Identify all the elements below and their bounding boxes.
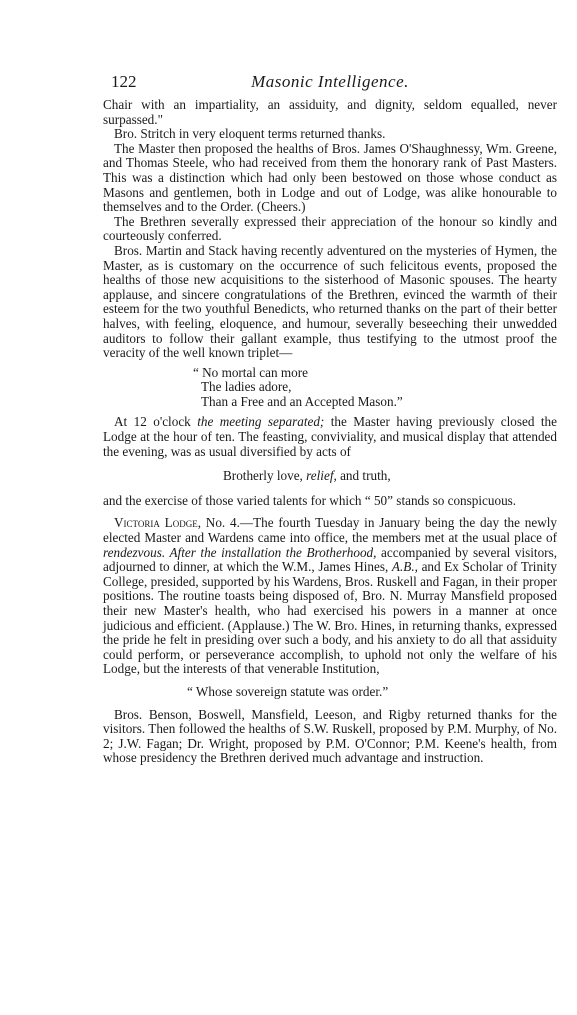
paragraph [103,516,557,677]
italic-run: relief, [306,468,337,484]
lodge-name: Victoria Lodge [114,515,198,531]
motto-line [103,469,557,484]
running-title: Masonic Intelligence. [251,72,409,91]
text-run: and truth, [336,468,391,484]
text-run: and Ex Scholar of Trinity College, presided, supported by his Wardens, Bros. Ruskell and Fagan, in their proper positions. The routine toasts being disposed of, Bro. N. Murray Mansfield proposed their new Master's health, who had exercised his powers in a manner at once judicious and efficient. (Applause.) The W. Bro. Hines, in returning thanks, expressed the pride he felt in presiding over such a body, and his anxiety to do all that assiduity could perform, or perseverance accomplish, to uphold not only the welfare of his Lodge, but the interests of that venerable Institution, [103,559,557,677]
text-run: Brotherly love, [223,468,307,484]
verse-line: “ No mortal can more [193,364,308,380]
paragraph: Bros. Martin and Stack having recently adventured on the mysteries of Hymen, the Master, as is customary on the occurrence of such felicitous events, proposed the healths of those new acquisitions to the sisterhood of Masonic spouses. The hearty applause, and sincere congratulations of the Brethren, evinced the warmth of their esteem for the two youthful Benedicts, who returned thanks on the part of their better halves, with feeling, eloquence, and humour, severally beseeching their unwedded auditors to follow their gallant example, thus testifying to the utmost proof the veracity of the well known triplet— [103,242,557,361]
paragraph: Chair with an impartiality, an assiduity, and dignity, seldom equalled, never surpassed." [103,97,557,127]
paragraph: The Brethren severally expressed their appreciation of the honour so kindly and courteously conferred. [103,213,557,244]
text-run: the Master having previously closed the Lodge at the hour of ten. The feasting, conviviality, and musical display that attended the evening, was as usual diversified by acts of [103,414,557,459]
verse-triplet [103,366,557,410]
body-text [103,98,557,766]
verse-line: Than a Free and an Accepted Mason.” [201,393,403,409]
page-number: 122 [111,72,137,91]
paragraph: Bro. Stritch in very eloquent terms returned thanks. [114,126,386,142]
paragraph [103,415,557,459]
page-header [103,72,557,98]
book-page [103,72,557,766]
text-run: accompanied by several visitors, adjourned to dinner, at which the W.M., James Hines, [103,544,557,575]
verse-line: The ladies adore, [201,379,292,395]
paragraph: and the exercise of those varied talents for which “ 50” stands so conspicuous. [103,492,517,508]
text-run: At 12 o'clock [114,414,198,430]
paragraph: Bros. Benson, Boswell, Mansfield, Leeson, and Rigby returned thanks for the visitors. Then followed the healths of S.W. Ruskell, proposed by P.M. Murphy, of No. 2; J.W. Fagan; Dr. Wright, proposed by P.M. O'Connor; P.M. Keene's health, from whose presidency the Brethren derived much advantage and instruction. [103,706,557,766]
italic-run: the meeting separated; [197,414,325,430]
text-run: , No. 4.—The fourth Tuesday in January being the day the newly elected Master and Wardens came into office, the members met at the usual place of [103,515,557,546]
paragraph: The Master then proposed the healths of Bros. James O'Shaughnessy, Wm. Greene, and Thomas Steele, who had received from them the honorary rank of Past Masters. This was a distinction which had only been bestowed on those whose conduct as Masons and gentlemen, both in Lodge and out of Lodge, was alike honourable to themselves and to the Order. (Cheers.) [103,140,557,215]
italic-run: rendezvous. After the installation the Brotherhood, [103,544,377,560]
italic-run: A.B., [391,559,418,575]
quote-line: “ Whose sovereign statute was order.” [187,683,389,699]
